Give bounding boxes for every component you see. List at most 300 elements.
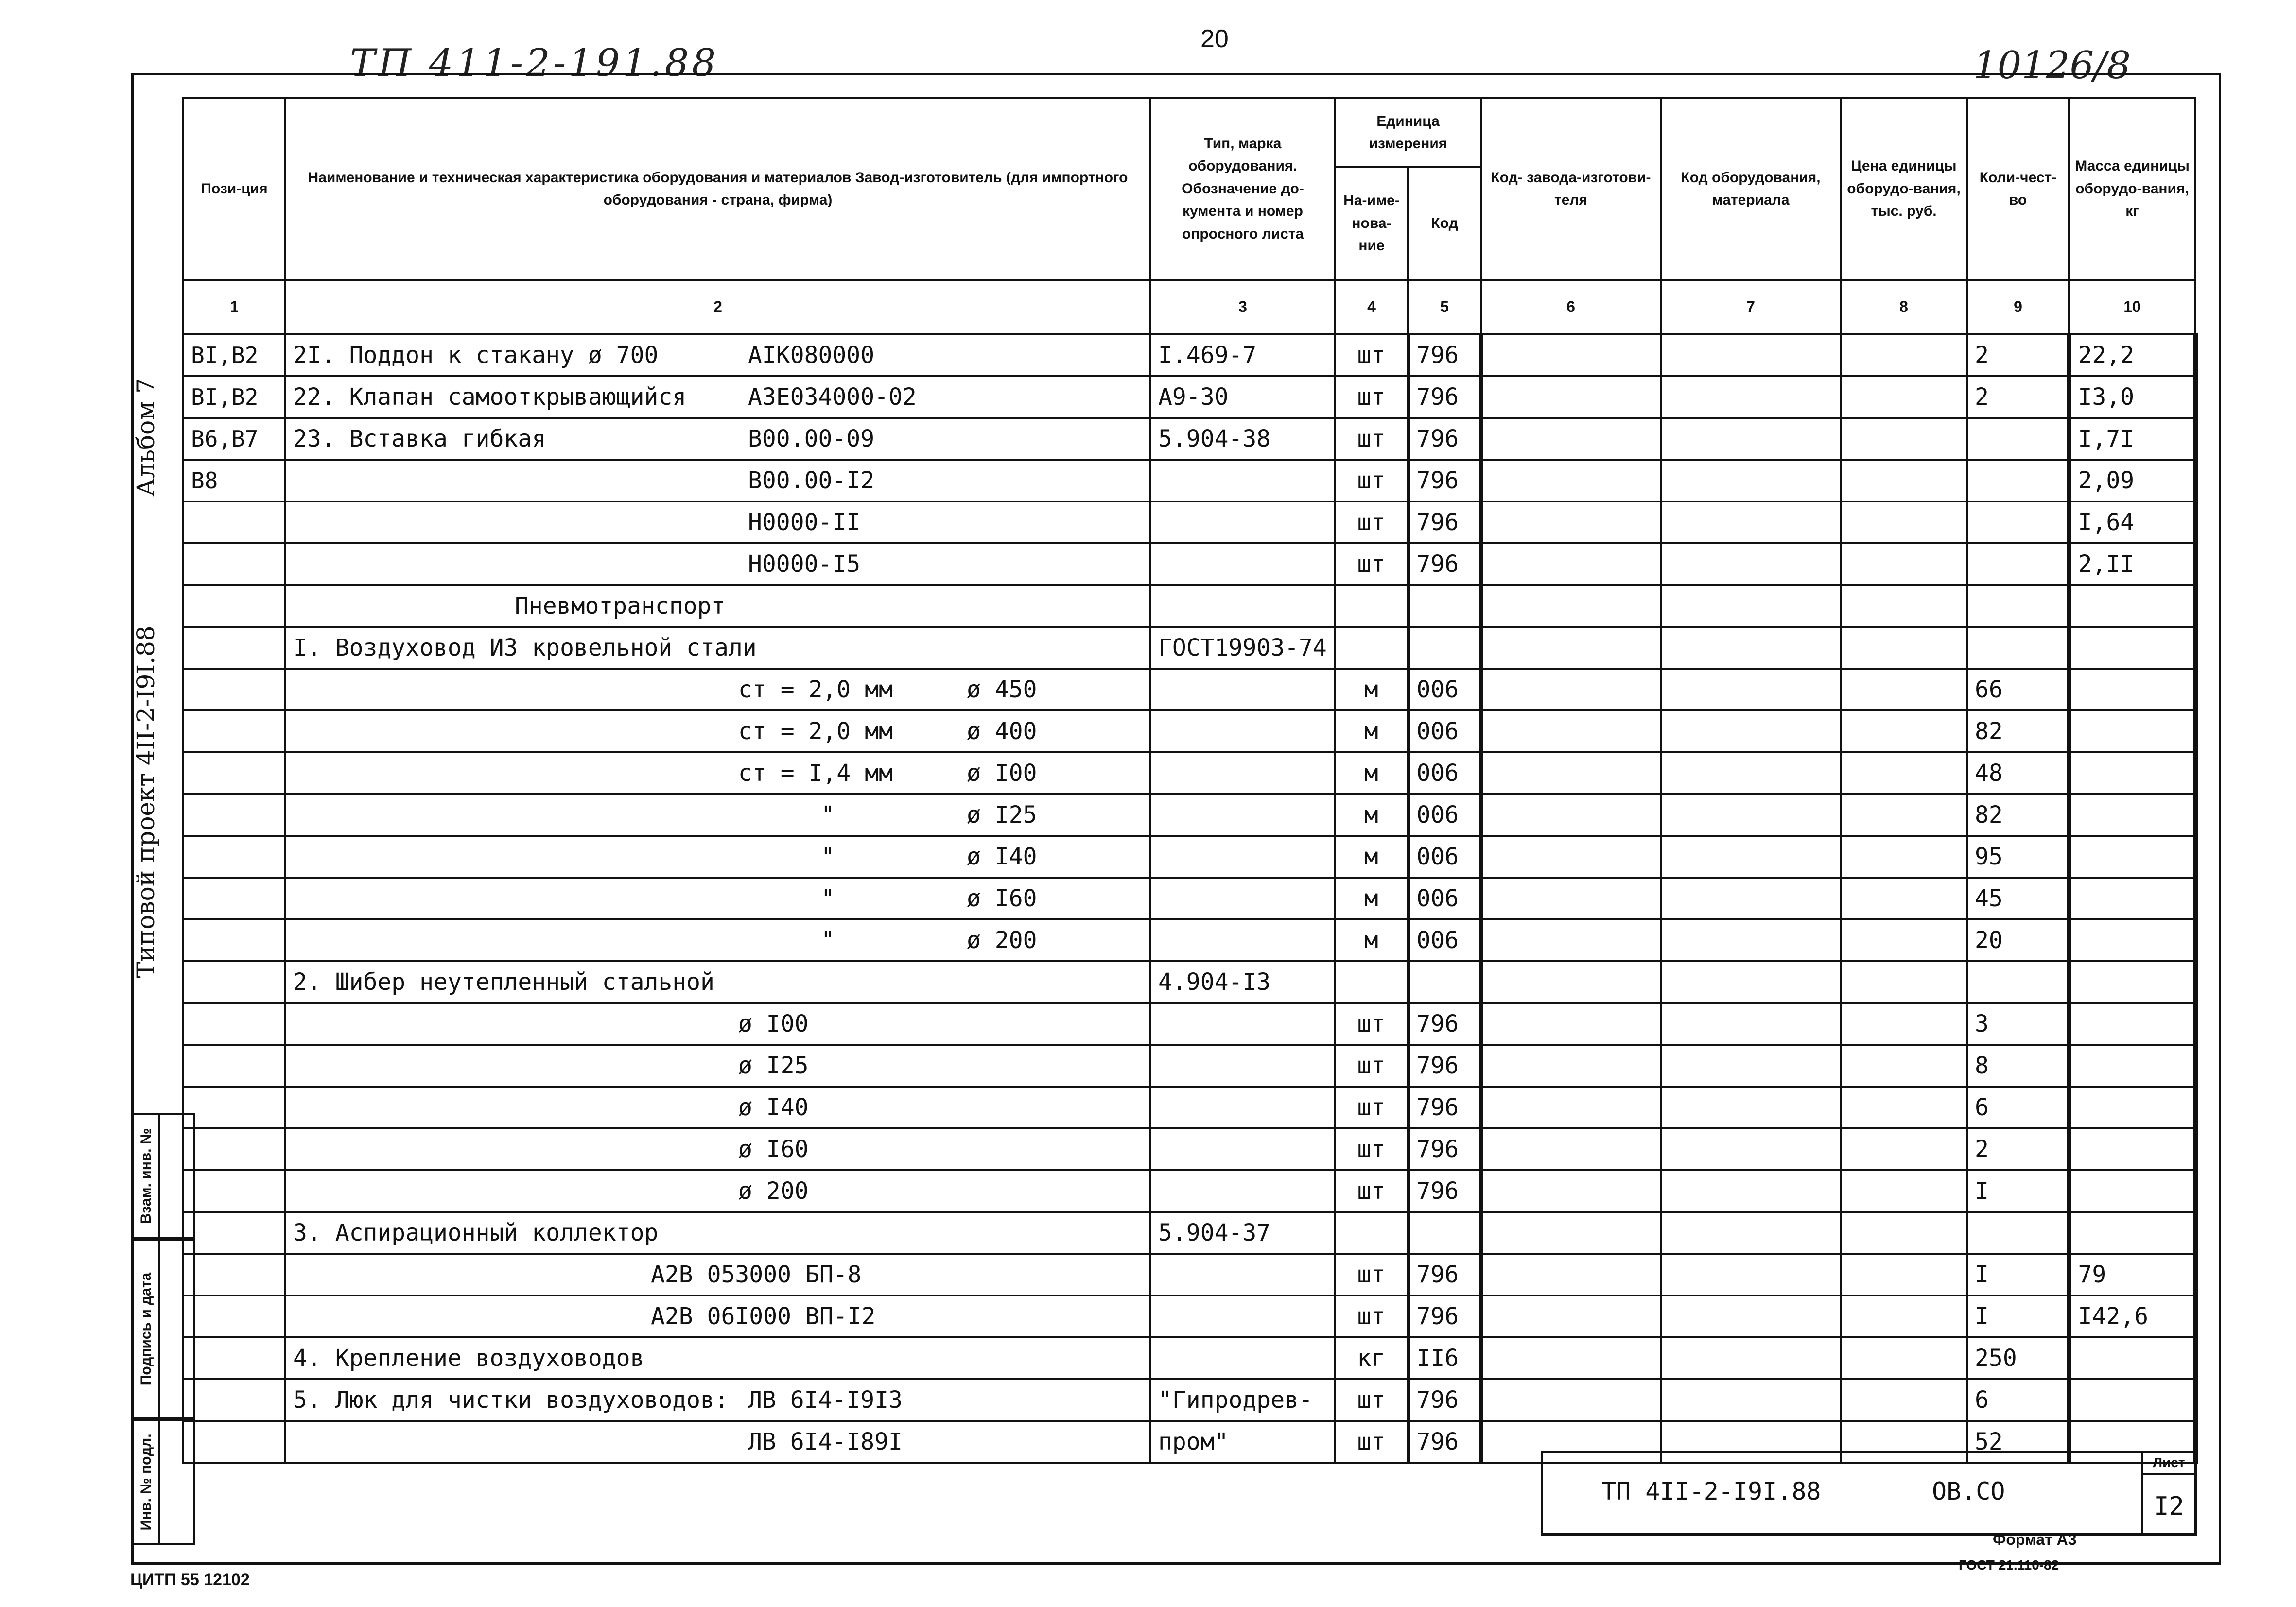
cell-document: 4.904-I3 — [1150, 961, 1335, 1003]
cell-unit-code: 796 — [1408, 501, 1481, 543]
cell-document — [1150, 710, 1335, 752]
cell-factory-code — [1481, 501, 1661, 543]
cell-equipment-code — [1661, 543, 1841, 585]
cell-unit-code: 006 — [1408, 752, 1481, 794]
cell-equipment-code — [1661, 627, 1841, 669]
col-number: 1 — [183, 280, 285, 334]
ciitp-label: ЦИТП 55 12102 — [130, 1571, 250, 1589]
col-header-factory-code: Код- завода-изготови-теля — [1481, 98, 1661, 280]
col-header-position: Пози-ция — [183, 98, 285, 280]
stamp-label: Взам. инв. № — [138, 1128, 154, 1224]
cell-unit-code: 796 — [1408, 1170, 1481, 1212]
col-header-price: Цена единицы оборудо-вания, тыс. руб. — [1841, 98, 1967, 280]
cell-factory-code — [1481, 1212, 1661, 1254]
cell-document — [1150, 1254, 1335, 1296]
cell-price — [1841, 1128, 1967, 1170]
cell-document — [1150, 794, 1335, 836]
cell-equipment-code — [1661, 961, 1841, 1003]
col-number: 3 — [1150, 280, 1335, 334]
cell-quantity: I — [1967, 1254, 2069, 1296]
cell-quantity: 20 — [1967, 919, 2069, 961]
cell-unit — [1335, 1212, 1408, 1254]
cell-unit: шт — [1335, 1170, 1408, 1212]
cell-price — [1841, 1379, 1967, 1421]
cell-quantity — [1967, 418, 2069, 460]
cell-unit-code: 796 — [1408, 1296, 1481, 1337]
side-album-label: Альбом 7 — [132, 378, 160, 497]
cell-unit — [1335, 585, 1408, 627]
cell-quantity — [1967, 961, 2069, 1003]
cell-sub-text: " — [821, 885, 835, 912]
cell-unit: шт — [1335, 1045, 1408, 1087]
cell-document — [1150, 1003, 1335, 1045]
cell-name — [285, 1128, 1150, 1170]
cell-mark-text: H0000-I5 — [748, 551, 861, 578]
cell-position — [183, 710, 285, 752]
cell-unit: м — [1335, 878, 1408, 919]
cell-document: 5.904-37 — [1150, 1212, 1335, 1254]
cell-mass — [2069, 1087, 2195, 1128]
cell-factory-code — [1481, 1337, 1661, 1379]
cell-mark-text: AIK080000 — [748, 342, 875, 369]
cell-unit-code: 796 — [1408, 1379, 1481, 1421]
cell-price — [1841, 752, 1967, 794]
cell-name — [285, 919, 1150, 961]
table-row — [183, 585, 2195, 627]
cell-name — [285, 460, 1150, 501]
cell-document — [1150, 460, 1335, 501]
table-row — [183, 418, 2195, 460]
col-number: 10 — [2069, 280, 2195, 334]
cell-unit-code: 796 — [1408, 1003, 1481, 1045]
cell-quantity: 6 — [1967, 1087, 2069, 1128]
table-row — [183, 669, 2195, 710]
cell-mass — [2069, 627, 2195, 669]
cell-mass — [2069, 669, 2195, 710]
cell-price — [1841, 961, 1967, 1003]
cell-equipment-code — [1661, 376, 1841, 418]
cell-unit-code: 006 — [1408, 710, 1481, 752]
cell-document — [1150, 752, 1335, 794]
col-number: 2 — [285, 280, 1150, 334]
cell-sub-text: ст = I,4 мм — [738, 760, 893, 787]
cell-mass — [2069, 836, 2195, 878]
col-header-equipment-code: Код оборудования, материала — [1661, 98, 1841, 280]
cell-name — [285, 1003, 1150, 1045]
cell-price — [1841, 1296, 1967, 1337]
cell-unit: шт — [1335, 460, 1408, 501]
cell-factory-code — [1481, 794, 1661, 836]
cell-equipment-code — [1661, 1337, 1841, 1379]
cell-equipment-code — [1661, 1254, 1841, 1296]
cell-name — [285, 878, 1150, 919]
cell-equipment-code — [1661, 501, 1841, 543]
cell-unit-code: 006 — [1408, 669, 1481, 710]
handwritten-archive-number: 10126/8 — [1973, 44, 2131, 87]
cell-unit — [1335, 961, 1408, 1003]
cell-name-text: 4. Крепление воздуховодов — [293, 1345, 644, 1372]
cell-position: BI,B2 — [183, 334, 285, 376]
cell-unit-code: 796 — [1408, 418, 1481, 460]
table-row — [183, 334, 2195, 376]
cell-unit-code: 796 — [1408, 1087, 1481, 1128]
cell-document — [1150, 1170, 1335, 1212]
cell-price — [1841, 1003, 1967, 1045]
cell-quantity — [1967, 460, 2069, 501]
sheet-number: I2 — [2154, 1492, 2184, 1521]
cell-position — [183, 1254, 285, 1296]
table-row — [183, 1296, 2195, 1337]
cell-diameter-text: ø I60 — [967, 885, 1037, 912]
cell-name — [285, 418, 1150, 460]
cell-document — [1150, 1087, 1335, 1128]
table-row — [183, 836, 2195, 878]
cell-factory-code — [1481, 334, 1661, 376]
cell-document — [1150, 585, 1335, 627]
table-row — [183, 1045, 2195, 1087]
cell-factory-code — [1481, 669, 1661, 710]
cell-position — [183, 836, 285, 878]
col-header-unit-name: На-име-нова-ние — [1335, 167, 1408, 280]
cell-mark-text: B00.00-09 — [748, 425, 875, 452]
cell-document — [1150, 543, 1335, 585]
cell-unit-code — [1408, 961, 1481, 1003]
cell-mass — [2069, 961, 2195, 1003]
cell-name — [285, 543, 1150, 585]
cell-quantity: 45 — [1967, 878, 2069, 919]
cell-document: А9-30 — [1150, 376, 1335, 418]
table-row — [183, 376, 2195, 418]
table-row — [183, 919, 2195, 961]
cell-diameter-text: ø I40 — [967, 843, 1037, 870]
cell-factory-code — [1481, 1170, 1661, 1212]
cell-document — [1150, 1045, 1335, 1087]
cell-position: B6,B7 — [183, 418, 285, 460]
cell-sub-text: " — [821, 843, 835, 870]
cell-mass — [2069, 1379, 2195, 1421]
table-row — [183, 1087, 2195, 1128]
cell-name-text: 23. Вставка гибкая — [293, 425, 546, 452]
cell-quantity: 95 — [1967, 836, 2069, 878]
cell-unit-code — [1408, 1212, 1481, 1254]
cell-mass — [2069, 710, 2195, 752]
cell-position — [183, 1296, 285, 1337]
cell-mass: I,7I — [2069, 418, 2195, 460]
cell-equipment-code — [1661, 710, 1841, 752]
cell-mark-text: ЛВ 6I4-I89I — [748, 1428, 903, 1455]
table-row — [183, 794, 2195, 836]
cell-equipment-code — [1661, 836, 1841, 878]
cell-factory-code — [1481, 919, 1661, 961]
title-block-code: ОВ.СО — [1932, 1477, 2005, 1505]
cell-equipment-code — [1661, 1087, 1841, 1128]
cell-factory-code — [1481, 1045, 1661, 1087]
table-row — [183, 1170, 2195, 1212]
cell-factory-code — [1481, 1296, 1661, 1337]
cell-mark-text: А3Е034000-02 — [748, 383, 917, 411]
cell-unit-code: 006 — [1408, 794, 1481, 836]
cell-quantity — [1967, 501, 2069, 543]
cell-mark-text: А2В 06I000 ВП-I2 — [651, 1303, 876, 1330]
cell-mass — [2069, 1212, 2195, 1254]
side-project-label: Типовой проект 4II-2-I9I.88 — [132, 625, 160, 978]
cell-unit-code: 796 — [1408, 1254, 1481, 1296]
cell-price — [1841, 585, 1967, 627]
cell-quantity — [1967, 585, 2069, 627]
cell-position — [183, 1170, 285, 1212]
col-header-unit-code: Код — [1408, 167, 1481, 280]
cell-factory-code — [1481, 460, 1661, 501]
cell-position: B8 — [183, 460, 285, 501]
cell-unit: кг — [1335, 1337, 1408, 1379]
cell-price — [1841, 501, 1967, 543]
cell-equipment-code — [1661, 878, 1841, 919]
cell-mass — [2069, 878, 2195, 919]
cell-unit-code: 006 — [1408, 919, 1481, 961]
cell-mass — [2069, 585, 2195, 627]
cell-price — [1841, 627, 1967, 669]
cell-price — [1841, 1045, 1967, 1087]
cell-name — [285, 501, 1150, 543]
cell-name — [285, 334, 1150, 376]
specification-table — [182, 97, 2198, 1464]
cell-unit: м — [1335, 669, 1408, 710]
cell-name — [285, 585, 1150, 627]
cell-factory-code — [1481, 543, 1661, 585]
cell-name — [285, 1254, 1150, 1296]
col-number: 5 — [1408, 280, 1481, 334]
cell-sub-text: ст = 2,0 мм — [738, 718, 893, 745]
cell-position: BI,B2 — [183, 376, 285, 418]
cell-mark-text: H0000-II — [748, 509, 861, 536]
table-row — [183, 1003, 2195, 1045]
cell-quantity — [1967, 543, 2069, 585]
cell-unit: шт — [1335, 418, 1408, 460]
cell-position — [183, 961, 285, 1003]
cell-quantity: 2 — [1967, 334, 2069, 376]
cell-price — [1841, 334, 1967, 376]
cell-name — [285, 752, 1150, 794]
cell-position — [183, 752, 285, 794]
cell-price — [1841, 1254, 1967, 1296]
table-row — [183, 1254, 2195, 1296]
cell-mass: 22,2 — [2069, 334, 2195, 376]
cell-unit-code: 006 — [1408, 836, 1481, 878]
cell-name — [285, 1379, 1150, 1421]
cell-price — [1841, 710, 1967, 752]
cell-diameter-text: ø I25 — [967, 801, 1037, 829]
cell-position — [183, 1003, 285, 1045]
cell-document — [1150, 1337, 1335, 1379]
cell-equipment-code — [1661, 418, 1841, 460]
cell-name — [285, 627, 1150, 669]
cell-diameter-text: ø I25 — [738, 1052, 809, 1079]
cell-position — [183, 794, 285, 836]
cell-mass — [2069, 752, 2195, 794]
col-number: 9 — [1967, 280, 2069, 334]
cell-mark-text: А2В 053000 БП-8 — [651, 1261, 862, 1288]
cell-name — [285, 1212, 1150, 1254]
cell-unit: шт — [1335, 376, 1408, 418]
cell-document — [1150, 836, 1335, 878]
cell-unit — [1335, 627, 1408, 669]
cell-name-text: 3. Аспирационный коллектор — [293, 1219, 659, 1246]
cell-factory-code — [1481, 418, 1661, 460]
cell-name — [285, 1337, 1150, 1379]
cell-mass — [2069, 1003, 2195, 1045]
cell-quantity: 2 — [1967, 376, 2069, 418]
cell-name — [285, 794, 1150, 836]
cell-document — [1150, 1128, 1335, 1170]
cell-factory-code — [1481, 376, 1661, 418]
cell-mark-text: B00.00-I2 — [748, 467, 875, 494]
cell-name-text: Пневмотранспорт — [515, 592, 726, 620]
cell-equipment-code — [1661, 919, 1841, 961]
cell-name-text: 2. Шибер неутепленный стальной — [293, 968, 714, 996]
cell-name-text: I. Воздуховод И3 кровельной стали — [293, 634, 757, 661]
table-row — [183, 1212, 2195, 1254]
col-header-quantity: Коли-чест-во — [1967, 98, 2069, 280]
cell-quantity — [1967, 1212, 2069, 1254]
cell-quantity: 48 — [1967, 752, 2069, 794]
cell-quantity: 66 — [1967, 669, 2069, 710]
cell-unit-code: 796 — [1408, 460, 1481, 501]
cell-name — [285, 376, 1150, 418]
cell-position — [183, 501, 285, 543]
cell-equipment-code — [1661, 1379, 1841, 1421]
cell-document: 5.904-38 — [1150, 418, 1335, 460]
cell-equipment-code — [1661, 1128, 1841, 1170]
cell-name — [285, 1296, 1150, 1337]
cell-price — [1841, 418, 1967, 460]
cell-mass: 2,II — [2069, 543, 2195, 585]
cell-position — [183, 1421, 285, 1463]
cell-equipment-code — [1661, 1003, 1841, 1045]
cell-name-text: 5. Люк для чистки воздуховодов: — [293, 1386, 729, 1414]
cell-factory-code — [1481, 878, 1661, 919]
cell-document: "Гипродрев- — [1150, 1379, 1335, 1421]
cell-quantity: 52 — [1967, 1421, 2069, 1463]
cell-unit: шт — [1335, 1421, 1408, 1463]
cell-unit-code: 796 — [1408, 376, 1481, 418]
cell-diameter-text: ø I00 — [738, 1010, 809, 1037]
col-number: 4 — [1335, 280, 1408, 334]
cell-mass — [2069, 1045, 2195, 1087]
cell-name — [285, 1045, 1150, 1087]
cell-quantity — [1967, 627, 2069, 669]
sheet-label: Лист — [2143, 1455, 2194, 1475]
cell-diameter-text: ø 200 — [738, 1177, 809, 1205]
cell-factory-code — [1481, 1003, 1661, 1045]
cell-document: I.469-7 — [1150, 334, 1335, 376]
cell-factory-code — [1481, 585, 1661, 627]
table-row — [183, 627, 2195, 669]
table-row — [183, 501, 2195, 543]
cell-name — [285, 836, 1150, 878]
cell-diameter-text: ø I00 — [967, 760, 1037, 787]
cell-diameter-text: ø I40 — [738, 1094, 809, 1121]
cell-mass: 79 — [2069, 1254, 2195, 1296]
col-header-name: Наименование и техническая характеристика оборудования и материалов Завод-изготовитель (для импортного оборудования - страна, фирма) — [285, 98, 1150, 280]
col-number: 6 — [1481, 280, 1661, 334]
cell-unit-code: 006 — [1408, 878, 1481, 919]
cell-mark-text: ЛВ 6I4-I9I3 — [748, 1386, 903, 1414]
cell-quantity: I — [1967, 1296, 2069, 1337]
stamp-label: Инв. № подл. — [138, 1434, 154, 1531]
cell-price — [1841, 376, 1967, 418]
cell-name — [285, 1087, 1150, 1128]
col-header-unit: Единица измерения — [1335, 98, 1481, 167]
cell-unit: шт — [1335, 543, 1408, 585]
cell-sub-text: " — [821, 927, 835, 954]
table-row — [183, 961, 2195, 1003]
cell-quantity: 82 — [1967, 710, 2069, 752]
cell-factory-code — [1481, 1087, 1661, 1128]
cell-sub-text: ст = 2,0 мм — [738, 676, 893, 703]
cell-mass: 2,09 — [2069, 460, 2195, 501]
table-row — [183, 460, 2195, 501]
cell-quantity: 8 — [1967, 1045, 2069, 1087]
cell-unit: шт — [1335, 1003, 1408, 1045]
table-row — [183, 543, 2195, 585]
cell-unit-code: 796 — [1408, 334, 1481, 376]
cell-document — [1150, 878, 1335, 919]
cell-position — [183, 1212, 285, 1254]
cell-mass — [2069, 1170, 2195, 1212]
col-header-type: Тип, марка оборудования. Обозначение до-кумента и номер опросного листа — [1150, 98, 1335, 280]
cell-mass — [2069, 1128, 2195, 1170]
cell-position — [183, 1379, 285, 1421]
cell-position — [183, 669, 285, 710]
cell-mass — [2069, 919, 2195, 961]
cell-factory-code — [1481, 836, 1661, 878]
cell-equipment-code — [1661, 585, 1841, 627]
table-row — [183, 710, 2195, 752]
cell-mass — [2069, 1337, 2195, 1379]
cell-factory-code — [1481, 752, 1661, 794]
cell-unit: шт — [1335, 1254, 1408, 1296]
cell-price — [1841, 1087, 1967, 1128]
cell-equipment-code — [1661, 752, 1841, 794]
cell-position — [183, 919, 285, 961]
table-row — [183, 752, 2195, 794]
cell-price — [1841, 460, 1967, 501]
cell-unit: м — [1335, 794, 1408, 836]
cell-name — [285, 1421, 1150, 1463]
cell-equipment-code — [1661, 1045, 1841, 1087]
cell-unit: шт — [1335, 501, 1408, 543]
table-row — [183, 1337, 2195, 1379]
cell-document: ГОСТ19903-74 — [1150, 627, 1335, 669]
cell-position — [183, 1128, 285, 1170]
cell-price — [1841, 1170, 1967, 1212]
cell-mass: I3,0 — [2069, 376, 2195, 418]
cell-unit: м — [1335, 836, 1408, 878]
cell-factory-code — [1481, 1254, 1661, 1296]
cell-factory-code — [1481, 710, 1661, 752]
cell-position — [183, 878, 285, 919]
col-header-mass: Масса единицы оборудо-вания, кг — [2069, 98, 2195, 280]
cell-price — [1841, 543, 1967, 585]
cell-mass: I,64 — [2069, 501, 2195, 543]
cell-unit: м — [1335, 710, 1408, 752]
cell-document: пром" — [1150, 1421, 1335, 1463]
cell-mass — [2069, 794, 2195, 836]
cell-position — [183, 1087, 285, 1128]
title-block — [1541, 1451, 2197, 1536]
cell-equipment-code — [1661, 1170, 1841, 1212]
cell-unit-code: 796 — [1408, 543, 1481, 585]
